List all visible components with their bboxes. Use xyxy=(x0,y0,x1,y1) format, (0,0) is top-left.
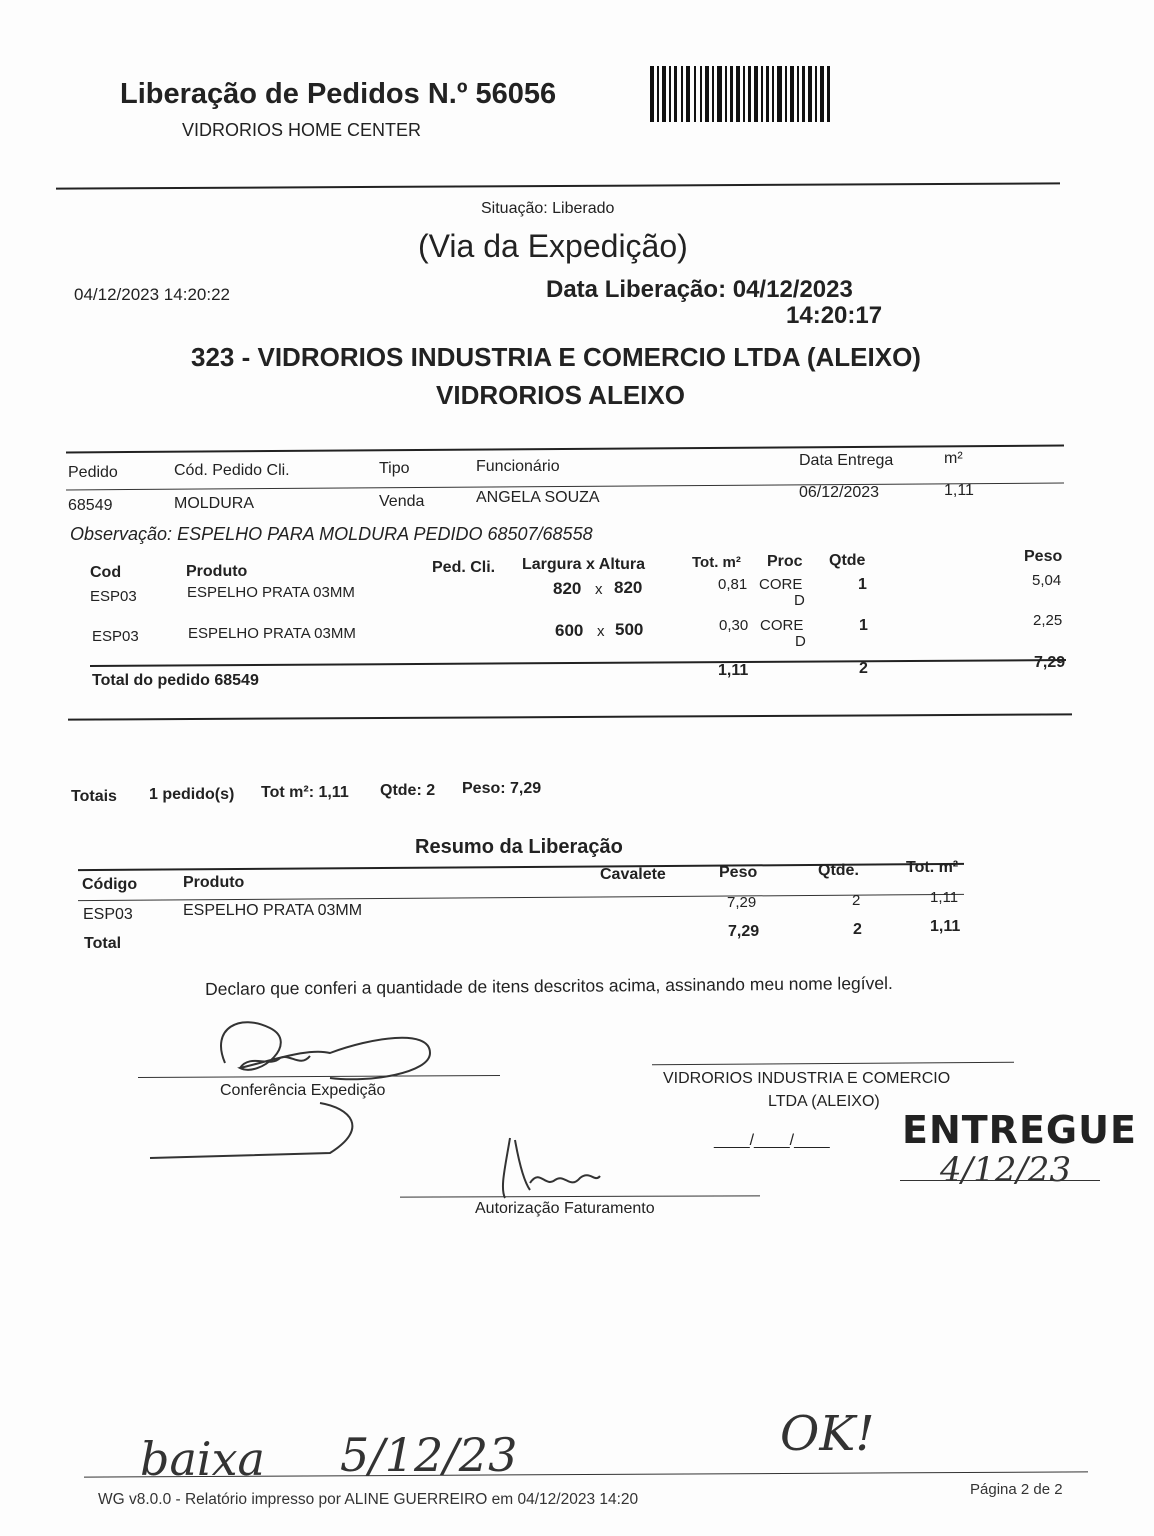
item-qtde: 1 xyxy=(858,576,867,593)
item-tot-m2: 0,30 xyxy=(719,617,749,634)
order-header-top-line xyxy=(66,445,1064,454)
order-total-line xyxy=(90,659,1066,667)
item-produto: ESPELHO PRATA 03MM xyxy=(188,625,356,642)
items-col-peso: Peso xyxy=(1024,548,1063,565)
item-cod: ESP03 xyxy=(92,628,139,645)
summary-col-tot-m2: Tot. m² xyxy=(906,859,959,876)
barcode xyxy=(650,66,830,122)
summary-col-peso: Peso xyxy=(719,864,758,881)
item-largura: 600 xyxy=(555,621,584,640)
order-funcionario: ANGELA SOUZA xyxy=(476,489,600,506)
company-name: VIDRORIOS HOME CENTER xyxy=(182,120,422,140)
client-short-name: VIDRORIOS ALEIXO xyxy=(436,380,685,410)
col-cod-pedido-cli: Cód. Pedido Cli. xyxy=(174,462,290,479)
item-altura: 820 xyxy=(614,578,643,597)
items-col-ped-cli: Ped. Cli. xyxy=(432,559,496,576)
via-title: (Via da Expedição) xyxy=(418,228,688,264)
order-total-m2: 1,11 xyxy=(718,662,749,679)
handwritten-baixa-date: 5/12/23 xyxy=(340,1428,518,1482)
order-total-qtde: 2 xyxy=(859,660,868,677)
col-m2: m² xyxy=(944,450,963,467)
order-m2: 1,11 xyxy=(944,482,974,499)
item-altura: 500 xyxy=(615,620,644,639)
items-col-proc: Proc xyxy=(767,553,803,570)
order-data-entrega: 06/12/2023 xyxy=(799,484,880,501)
summary-title: Resumo da Liberação xyxy=(415,836,623,858)
col-data-entrega: Data Entrega xyxy=(799,452,894,469)
observation-label: Observação: xyxy=(70,524,173,544)
release-label-text: Data Liberação: xyxy=(546,276,727,303)
item-qtde: 1 xyxy=(859,617,868,634)
summary-total-label: Total xyxy=(84,935,122,952)
summary-row-tot-m2: 1,11 xyxy=(930,889,959,906)
totals-pedidos: 1 pedido(s) xyxy=(149,786,235,803)
item-largura: 820 xyxy=(553,579,582,598)
item-peso: 2,25 xyxy=(1033,612,1063,629)
items-col-cod: Cod xyxy=(90,564,122,581)
col-funcionario: Funcionário xyxy=(476,458,560,475)
totals-label: Totais xyxy=(71,788,117,805)
footer-page-number: Página 2 de 2 xyxy=(970,1481,1063,1498)
document-title: Liberação de Pedidos N.º 56056 xyxy=(120,78,557,110)
item-proc: CORE xyxy=(759,576,803,593)
status-text: Situação: Liberado xyxy=(481,200,615,217)
release-time: 14:20:17 xyxy=(786,302,883,329)
order-tipo: Venda xyxy=(379,493,425,510)
company-signature-name: VIDRORIOS INDUSTRIA E COMERCIO xyxy=(663,1070,951,1087)
col-pedido: Pedido xyxy=(68,464,118,481)
summary-row-codigo: ESP03 xyxy=(83,906,133,923)
order-total-label: Total do pedido 68549 xyxy=(92,672,259,689)
company-signature-line xyxy=(652,1062,1014,1066)
item-proc-cont: D xyxy=(794,592,805,609)
item-tot-m2: 0,81 xyxy=(718,576,748,593)
item-peso: 5,04 xyxy=(1032,572,1062,589)
delivered-stamp: ENTREGUE xyxy=(902,1108,1137,1152)
summary-row-produto: ESPELHO PRATA 03MM xyxy=(183,902,363,919)
totals-peso: Peso: 7,29 xyxy=(462,780,542,797)
col-tipo: Tipo xyxy=(379,460,410,477)
summary-header-line xyxy=(78,894,964,901)
summary-col-qtde: Qtde. xyxy=(818,862,859,879)
summary-total-peso: 7,29 xyxy=(728,923,760,940)
date-blank: ____/____/____ xyxy=(714,1132,830,1149)
order-total-peso: 7,29 xyxy=(1034,654,1066,671)
summary-row-peso: 7,29 xyxy=(727,894,757,911)
summary-col-produto: Produto xyxy=(183,874,245,891)
totals-qtde: Qtde: 2 xyxy=(380,782,436,799)
items-col-qtde: Qtde xyxy=(829,552,866,569)
item-x: x xyxy=(595,581,603,598)
client-name: 323 - VIDRORIOS INDUSTRIA E COMERCIO LTDA (ALEIXO) xyxy=(191,342,921,372)
autorizacao-label: Autorização Faturamento xyxy=(475,1200,655,1217)
header-divider xyxy=(56,182,1060,189)
summary-col-cavalete: Cavalete xyxy=(600,866,666,883)
handwritten-delivery-date: 4/12/23 xyxy=(940,1150,1072,1190)
declaration-text: Declaro que conferi a quantidade de itens descritos acima, assinando meu nome legível. xyxy=(205,972,893,999)
summary-row-qtde: 2 xyxy=(852,892,861,909)
item-proc: CORE xyxy=(760,617,804,634)
items-col-produto: Produto xyxy=(186,563,248,580)
order-cod-pedido-cli: MOLDURA xyxy=(174,495,255,512)
company-signature-name-cont: LTDA (ALEIXO) xyxy=(768,1093,880,1110)
release-date: 04/12/2023 xyxy=(732,276,853,303)
item-x: x xyxy=(597,623,605,640)
item-cod: ESP03 xyxy=(90,588,137,605)
summary-total-qtde: 2 xyxy=(853,921,862,938)
summary-col-codigo: Código xyxy=(82,876,138,893)
observation-text: ESPELHO PARA MOLDURA PEDIDO 68507/68558 xyxy=(177,524,593,544)
conferencia-label: Conferência Expedição xyxy=(220,1082,386,1099)
items-col-largura-altura: Largura x Altura xyxy=(522,556,645,573)
footer-printed-by: WG v8.0.0 - Relatório impresso por ALINE GUERREIRO em 04/12/2023 14:20 xyxy=(98,1491,639,1508)
handwritten-baixa: baixa xyxy=(140,1432,265,1486)
totals-tot-m2: Tot m²: 1,11 xyxy=(261,784,349,801)
summary-total-tot-m2: 1,11 xyxy=(930,918,961,935)
printed-datetime: 04/12/2023 14:20:22 xyxy=(74,285,230,304)
release-label xyxy=(546,276,853,304)
handwritten-ok: OK! xyxy=(780,1406,875,1462)
order-end-line xyxy=(68,713,1072,720)
item-produto: ESPELHO PRATA 03MM xyxy=(187,584,355,601)
observation xyxy=(70,524,593,545)
stamp-date-underline xyxy=(900,1180,1100,1181)
order-pedido: 68549 xyxy=(68,497,113,514)
items-col-tot-m2: Tot. m² xyxy=(692,554,741,571)
item-proc-cont: D xyxy=(795,633,806,650)
